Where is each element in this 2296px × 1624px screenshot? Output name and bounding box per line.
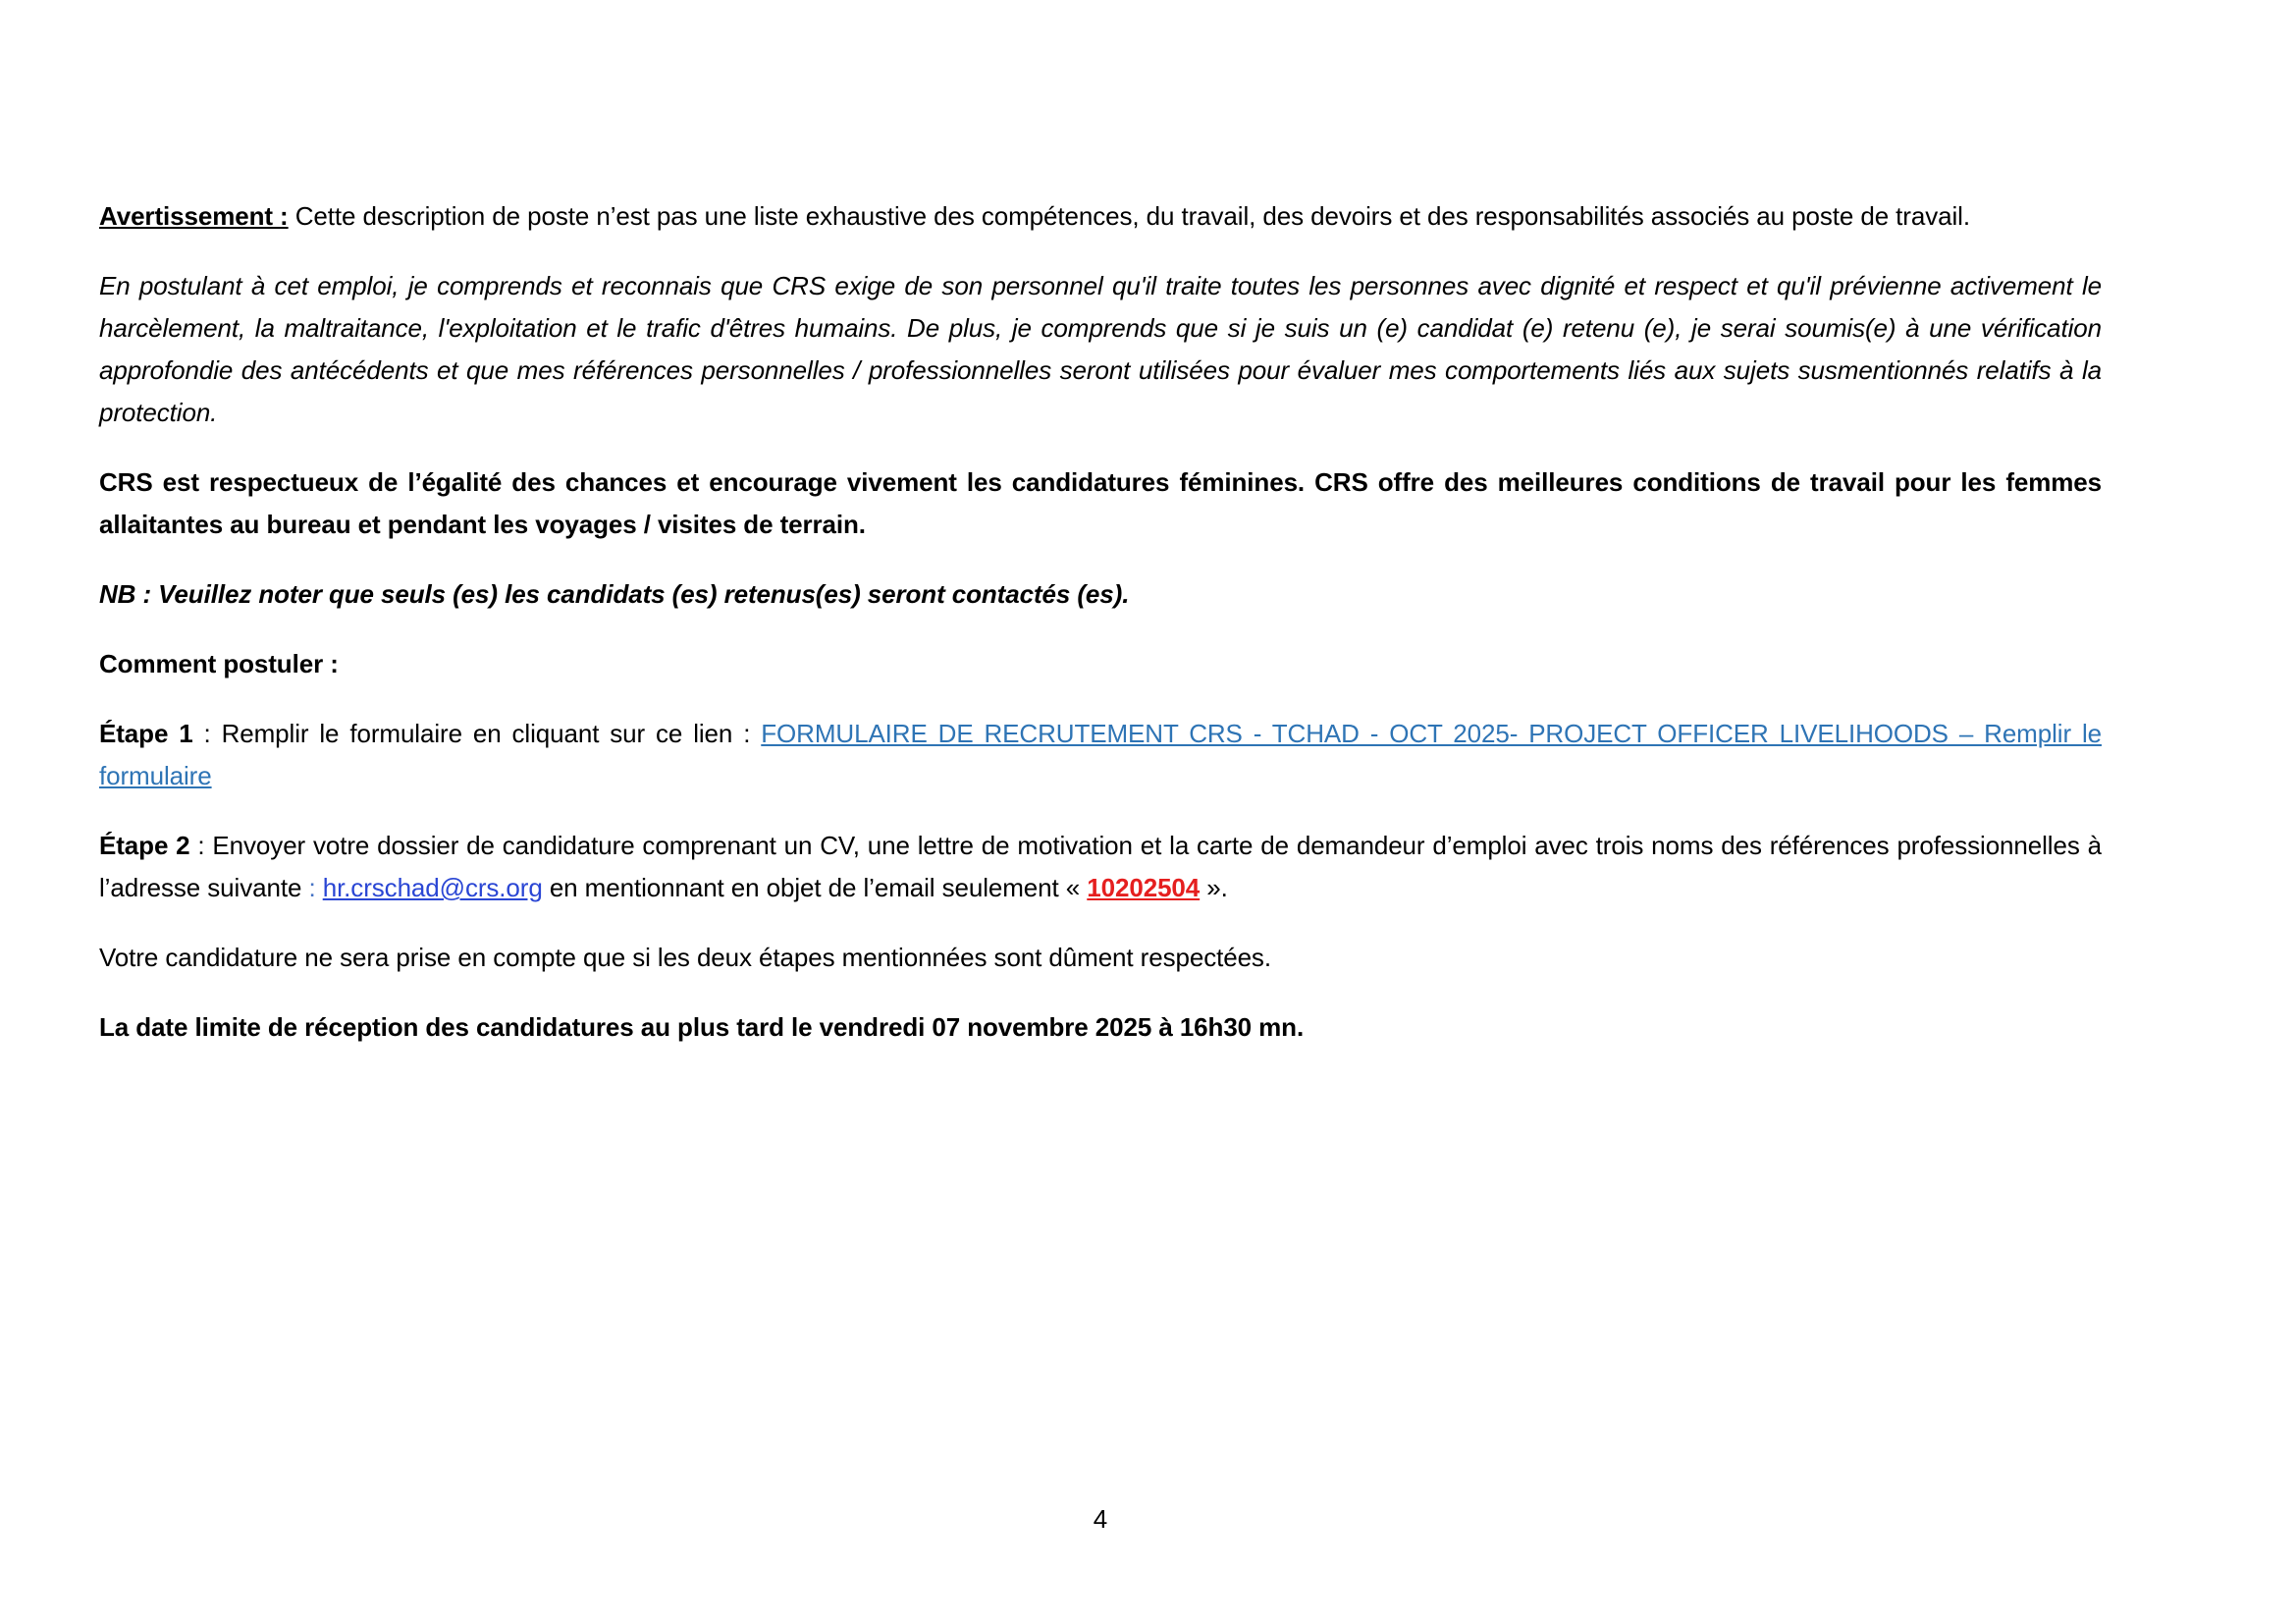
warning-label: Avertissement : — [99, 201, 289, 231]
deadline-paragraph — [99, 1006, 2102, 1049]
pledge-paragraph — [99, 265, 2102, 434]
nb-paragraph — [99, 573, 2102, 616]
how-to-apply-label: Comment postuler : — [99, 649, 339, 678]
step2-text-middle: en mentionnant en objet de l’email seulement « — [542, 873, 1088, 902]
pledge-text: En postulant à cet emploi, je comprends et reconnais que CRS exige de son personnel qu'il traite toutes les personnes avec dignité et respect et qu'il prévienne activement le harcèlement, la maltraitance, l'exploitation et le trafic d'êtres humains. De plus, je comprends que si je suis un (e) candidat (e) retenu (e), je serai soumis(e) à une vérification approfondie des antécédents et que mes références personnelles / professionnelles seront utilisées pour évaluer mes comportements liés aux sujets susmentionnés relatifs à la protection. — [99, 271, 2102, 427]
step2-colon: : — [308, 873, 323, 902]
page-number: 4 — [1093, 1504, 1108, 1534]
step1-paragraph — [99, 713, 2102, 797]
email-link[interactable]: hr.crschad@crs.org — [322, 873, 543, 902]
recruitment-form-link[interactable]: FORMULAIRE DE RECRUTEMENT CRS - TCHAD - OCT 2025- PROJECT OFFICER LIVELIHOODS – Remplir le formulaire — [99, 719, 2102, 790]
step1-text: : Remplir le formulaire en cliquant sur ce lien : — [192, 719, 762, 748]
equality-paragraph — [99, 461, 2102, 546]
note-text: Votre candidature ne sera prise en compte que si les deux étapes mentionnées sont dûment respectées. — [99, 943, 1271, 972]
step2-text-after: ». — [1200, 873, 1228, 902]
step2-text-before: : Envoyer votre dossier de candidature comprenant un CV, une lettre de motivation et la carte de demandeur d’emploi avec trois noms des références professionnelles à l’adresse suivante — [99, 831, 2102, 902]
note-paragraph — [99, 937, 2102, 979]
step2-label: Étape 2 — [99, 831, 190, 860]
step2-paragraph — [99, 825, 2102, 909]
deadline-text: La date limite de réception des candidatures au plus tard le vendredi 07 novembre 2025 à 16h30 mn. — [99, 1012, 1305, 1042]
warning-text: Cette description de poste n’est pas une liste exhaustive des compétences, du travail, des devoirs et des responsabilités associés au poste de travail. — [288, 201, 1970, 231]
warning-paragraph — [99, 195, 2102, 238]
page-footer — [99, 1498, 2102, 1541]
equality-text: CRS est respectueux de l’égalité des chances et encourage vivement les candidatures féminines. CRS offre des meilleures conditions de travail pour les femmes allaitantes au bureau et pendant les voyages / visites de terrain. — [99, 467, 2102, 539]
nb-text: NB : Veuillez noter que seuls (es) les candidats (es) retenus(es) seront contactés (es). — [99, 579, 1130, 609]
step1-label: Étape 1 — [99, 719, 193, 748]
document-body — [99, 195, 2102, 1076]
job-code: 10202504 — [1087, 873, 1201, 902]
how-to-apply-heading — [99, 643, 2102, 685]
